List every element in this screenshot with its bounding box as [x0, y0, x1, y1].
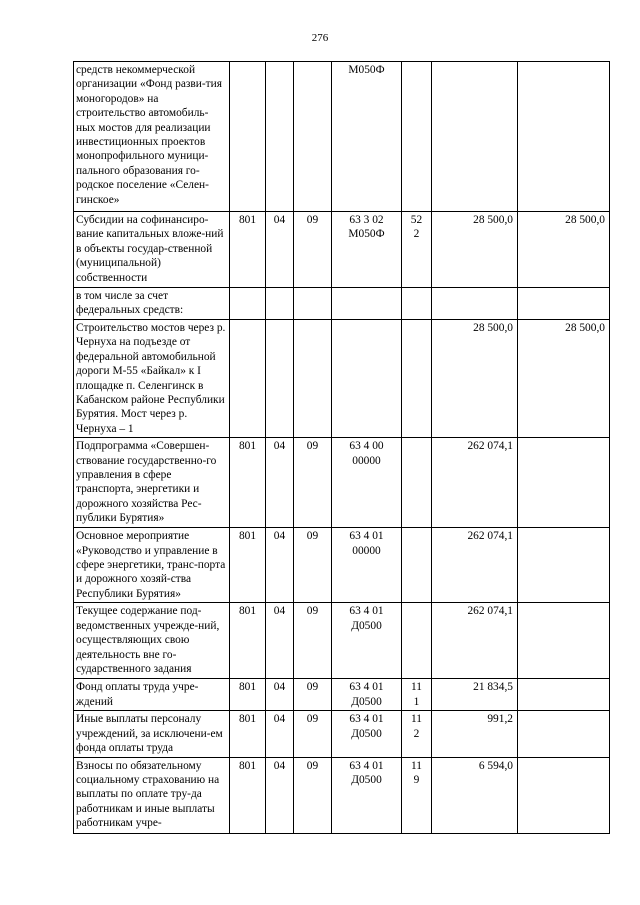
- sum-year-2: [518, 711, 610, 757]
- target-article: 63 4 01 Д0500: [332, 757, 402, 833]
- table-row: [74, 757, 610, 833]
- row-name: Взносы по обязательному социальному страхованию на выплаты по оплате тру-да работникам и иные выплаты работникам учре-: [74, 757, 230, 833]
- expense-type: 11 9: [402, 757, 432, 833]
- section-code: 04: [266, 711, 294, 757]
- target-article: 63 3 02 М050Ф: [332, 212, 402, 288]
- table-row: [74, 212, 610, 288]
- subsection-code: 09: [294, 528, 332, 603]
- expense-type: [402, 438, 432, 528]
- subsection-code: 09: [294, 679, 332, 711]
- sum-year-1: 262 074,1: [432, 528, 518, 603]
- table-row: [74, 288, 610, 320]
- sum-year-1: 991,2: [432, 711, 518, 757]
- expense-type: [402, 288, 432, 320]
- target-article: 63 4 01 Д0500: [332, 603, 402, 679]
- sum-year-2: 28 500,0: [518, 212, 610, 288]
- table-row: [74, 711, 610, 757]
- target-article: 63 4 00 00000: [332, 438, 402, 528]
- sum-year-2: [518, 62, 610, 212]
- target-article: 63 4 01 Д0500: [332, 679, 402, 711]
- sum-year-1: 28 500,0: [432, 320, 518, 438]
- sum-year-1: 28 500,0: [432, 212, 518, 288]
- sum-year-2: 28 500,0: [518, 320, 610, 438]
- ministry-code: [230, 320, 266, 438]
- row-name: Иные выплаты персоналу учреждений, за исключени-ем фонда оплаты труда: [74, 711, 230, 757]
- row-name: Субсидии на софинансиро-вание капитальных вложе-ний в объекты государ-ственной (муниципальной) собственности: [74, 212, 230, 288]
- section-code: [266, 320, 294, 438]
- ministry-code: 801: [230, 212, 266, 288]
- ministry-code: 801: [230, 438, 266, 528]
- row-name: в том числе за счет федеральных средств:: [74, 288, 230, 320]
- ministry-code: 801: [230, 603, 266, 679]
- sum-year-2: [518, 603, 610, 679]
- sum-year-1: 262 074,1: [432, 603, 518, 679]
- row-name: Текущее содержание под-ведомственных учрежде-ний, осуществляющих свою деятельность вне го-сударственного задания: [74, 603, 230, 679]
- row-name: Подпрограмма «Совершен-ствование государственно-го управления в сфере транспорта, энергетики и дорожного хозяйства Рес-публики Бурятия»: [74, 438, 230, 528]
- row-name: Фонд оплаты труда учре-ждений: [74, 679, 230, 711]
- expense-type: 11 2: [402, 711, 432, 757]
- ministry-code: 801: [230, 711, 266, 757]
- row-name: средств некоммерческой организации «Фонд разви-тия моногородов» на строительство автомобиль-ных мостов для реализации инвестиционных проектов монопрофильного муници-пального образования го-родское поселение «Селен-гинское»: [74, 62, 230, 212]
- sum-year-1: 21 834,5: [432, 679, 518, 711]
- ministry-code: [230, 288, 266, 320]
- table-row: [74, 603, 610, 679]
- ministry-code: [230, 62, 266, 212]
- table-row: [74, 320, 610, 438]
- sum-year-2: [518, 438, 610, 528]
- table-row: [74, 62, 610, 212]
- sum-year-2: [518, 528, 610, 603]
- subsection-code: [294, 288, 332, 320]
- sum-year-1: [432, 288, 518, 320]
- sum-year-1: 6 594,0: [432, 757, 518, 833]
- subsection-code: 09: [294, 757, 332, 833]
- target-article: М050Ф: [332, 62, 402, 212]
- section-code: 04: [266, 438, 294, 528]
- expense-type: [402, 528, 432, 603]
- target-article: 63 4 01 00000: [332, 528, 402, 603]
- subsection-code: 09: [294, 603, 332, 679]
- table-row: [74, 528, 610, 603]
- section-code: 04: [266, 757, 294, 833]
- page-number: 276: [311, 32, 329, 44]
- target-article: 63 4 01 Д0500: [332, 711, 402, 757]
- section-code: [266, 288, 294, 320]
- sum-year-1: [432, 62, 518, 212]
- subsection-code: [294, 320, 332, 438]
- row-name: Строительство мостов через р. Чернуха на подъезде от федеральной автомобильной дороги М-55 «Байкал» к I площадке п. Селенгинск в Кабанском районе Республики Бурятия. Мост через р. Чернуха – 1: [74, 320, 230, 438]
- section-code: [266, 62, 294, 212]
- budget-table: [73, 61, 610, 834]
- target-article: [332, 288, 402, 320]
- sum-year-2: [518, 679, 610, 711]
- section-code: 04: [266, 679, 294, 711]
- ministry-code: 801: [230, 757, 266, 833]
- expense-type: 11 1: [402, 679, 432, 711]
- expense-type: [402, 603, 432, 679]
- expense-type: 52 2: [402, 212, 432, 288]
- section-code: 04: [266, 212, 294, 288]
- subsection-code: 09: [294, 711, 332, 757]
- ministry-code: 801: [230, 528, 266, 603]
- expense-type: [402, 62, 432, 212]
- expense-type: [402, 320, 432, 438]
- sum-year-1: 262 074,1: [432, 438, 518, 528]
- subsection-code: 09: [294, 438, 332, 528]
- ministry-code: 801: [230, 679, 266, 711]
- sum-year-2: [518, 288, 610, 320]
- section-code: 04: [266, 528, 294, 603]
- row-name: Основное мероприятие «Руководство и управление в сфере энергетики, транс-порта и дорожного хозяй-ства Республики Бурятия»: [74, 528, 230, 603]
- table-row: [74, 438, 610, 528]
- subsection-code: 09: [294, 212, 332, 288]
- section-code: 04: [266, 603, 294, 679]
- subsection-code: [294, 62, 332, 212]
- table-row: [74, 679, 610, 711]
- sum-year-2: [518, 757, 610, 833]
- target-article: [332, 320, 402, 438]
